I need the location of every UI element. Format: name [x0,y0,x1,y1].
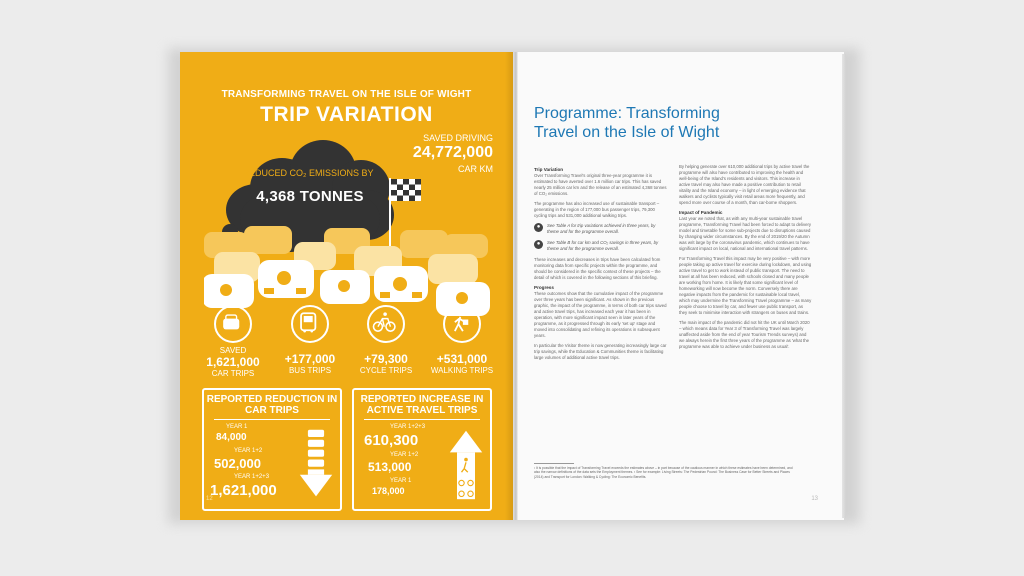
infographic-kicker: TRANSFORMING TRAVEL ON THE ISLE OF WIGHT [221,89,472,100]
paragraph: The main impact of the pandemic did not hit the UK until March 2020 – which means data for Year 3 of Transforming Travel was largely unaffected aside from the end of year Tourism Trends surveys) and we always herein the first three years of the programme as 'what the programme was able to achieve under business as usual'. [679,320,810,349]
emissions-value: 4,368 TONNES [256,188,364,205]
text-column-1 [534,164,667,365]
page-number-right: 13 [811,496,818,502]
stat-bus-trips [271,353,349,376]
paragraph: These outcomes show that the cumulative impact of the programme over three years has been significant. As shown in the previous graphic, the impact of the programme, in terms of both car trips saved and active travel trips, has increased each year it has been in operation, with more significant impact seen in later years of the programme, as it progressed through its early 'set up' stage and moved into consolidating and refining its operations in subsequent years. [534,291,667,338]
paragraph: For Transforming Travel this impact may be very positive – with more people taking up active travel for exercise during lockdown, and using active travel to get to work instead of public transport. The need to travel at all has been reduced, with schools closed and many people are working from home. It is likely that some significant level of homeworking will now become the norm. Conversely there are negative impacts from the pandemic for sustainable local travel, which may undermine the Transforming Travel programme – as many people choose to travel by car, and fewer use public transport, as they seek to minimise interaction with strangers on buses and trains. [679,256,812,315]
year-value: 502,000 [214,456,261,471]
bicycle-icon [367,305,405,343]
section-heading: Trip Variation [534,167,564,172]
year-value: 1,621,000 [210,482,277,499]
note-text: See Table A for trip variations achieved in three years, by theme and for the programme overall. [547,223,656,234]
left-page [180,52,513,520]
stat-label: CYCLE TRIPS [359,366,413,375]
divider [364,419,480,420]
car-reduction-box [202,388,342,511]
year-label: YEAR 1+2+3 [390,424,426,430]
footnote-rule [534,463,574,464]
driving-label: SAVED DRIVING [423,133,493,143]
stat-value: 1,621,000 [206,355,260,369]
driving-unit: CAR KM [457,164,493,174]
eye-icon: ● [534,223,543,232]
stat-car-trips [194,346,272,379]
paragraph: Last year we noted that, as with any multi-year sustainable travel programme, Transforming Travel had been forced to adapt to delivery model and timetable for some sub-projects due to disruptions caused by changing wider circumstances. By the end of 2019/20 the Autumn was writ large by the coronavirus pandemic, which continues to have significant impact on local, national and international travel patterns. [679,216,812,251]
walking-icon [443,305,481,343]
paragraph: Over Transforming Travel's original three-year programme it is estimated to have averted over 1.6 million car trips. This has saved nearly 25 million car km and the release of an estimated 4,368 tonnes of CO₂ emissions. [534,173,667,196]
stat-value: +79,300 [364,352,408,366]
up-arrow-active-icon [448,424,484,506]
box-title: REPORTED INCREASE IN ACTIVE TRAVEL TRIPS [360,394,484,416]
paragraph: The programme has also increased use of sustainable transport – generating in the region of 177,000 bus passenger trips, 79,300 cycling trips and 531,000 additional walking trips. [534,201,660,218]
year-value: 84,000 [216,432,247,443]
paragraph: By helping generate over 610,000 additional trips by active travel the programme will also have contributed to improving the health and well-being of the Island's residents and visitors. This increase in active travel may also have made a positive contribution to retail vitality and the Island economy – in light of emerging evidence that walkers and cyclists typically visit retail areas more frequently, and spend more over course of a month, than car-borne shoppers. [679,164,810,205]
page-title: Programme: Transforming Travel on the Isle of Wight [534,105,720,141]
stat-walking-trips [423,353,501,376]
paragraph: In particular the Visitor theme is now generating increasingly large car trip savings, while the Education & Communities theme is facilitating large volumes of additional active travel trips. [534,343,667,360]
section-heading: Progress [534,285,554,290]
year-value: 610,300 [364,432,419,449]
driving-value: 24,772,000 [412,144,493,161]
car-icon [214,305,252,343]
page-number-left: 12 [206,496,213,502]
year-value: 178,000 [372,486,405,496]
right-page [513,52,844,520]
infographic-title: TRIP VARIATION [260,103,433,126]
stat-value: +177,000 [284,352,336,366]
year-label: YEAR 1+2 [390,452,419,458]
year-label: YEAR 1 [390,478,412,484]
year-label: YEAR 1 [226,424,248,430]
text-column-2 [679,164,812,354]
divider [214,419,330,420]
page-edge [842,54,846,518]
note-text: See Table B for car km and CO₂ savings in three years, by theme and for the programme overall. [547,240,659,251]
table-note [534,240,667,252]
emissions-label: REDUCED CO₂ EMISSIONS BY [242,168,374,178]
stat-prefix: SAVED [219,346,247,355]
box-title: REPORTED REDUCTION IN CAR TRIPS [206,394,338,416]
stat-value: +531,000 [436,352,488,366]
year-label: YEAR 1+2+3 [234,474,270,480]
stat-label: WALKING TRIPS [430,366,494,375]
stat-label: CAR TRIPS [211,369,255,378]
book-gutter [505,52,527,520]
bus-icon [291,305,329,343]
stat-cycle-trips [347,353,425,376]
active-travel-box [352,388,492,511]
footnote: ¹ It is possible that the impact of Transforming Travel exceeds the estimates above – in part because of the cautious manner in which these estimates have been determined, and also the narrow definitions of the data sets the Employment themes. ² See for example: Living Streets: The Pedestrian Pound: The Business Case for Better Streets and Places (2014) and Transport for London: Walking & Cycling: The Economic Benefits. [534,466,793,479]
paragraph: These increases and decreases in trips have been calculated from monitoring data from specific projects within the programme, and should be considered in the specific context of these projects – the detail of which is covered in the following sections of this briefing. [534,257,661,280]
table-note [534,223,667,235]
stat-label: BUS TRIPS [288,366,332,375]
eye-icon: ● [534,240,543,249]
year-value: 513,000 [368,460,412,474]
down-arrow-cars-icon [298,424,334,504]
year-label: YEAR 1+2 [234,448,263,454]
section-heading: Impact of Pandemic [679,210,723,215]
